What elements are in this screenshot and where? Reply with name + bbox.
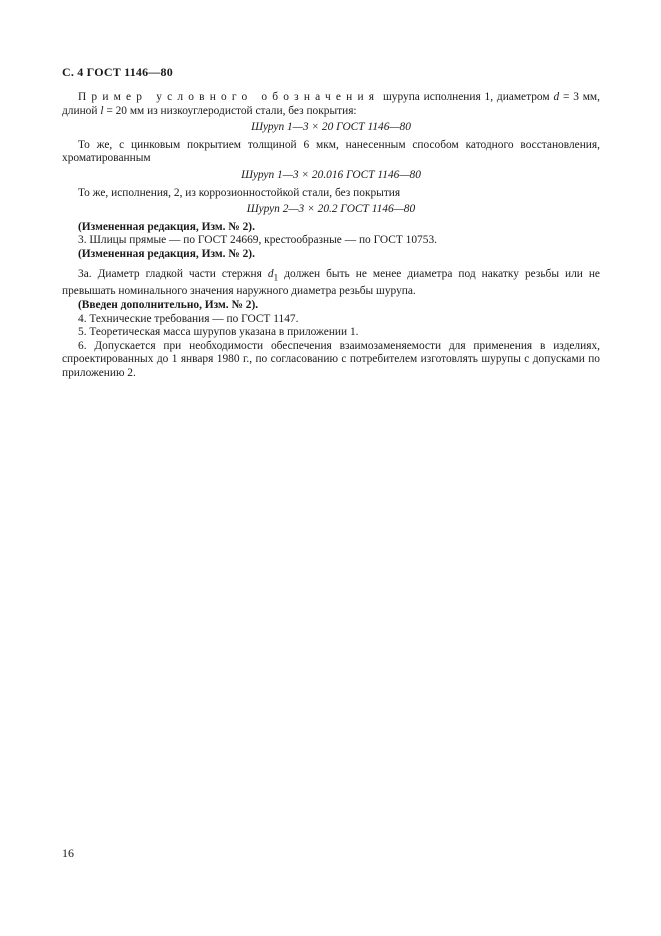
item-5: 5. Теоретическая масса шурупов указана в приложении 1.: [78, 326, 359, 339]
item-3: 3. Шлицы прямые — по ГОСТ 24669, крестообразные — по ГОСТ 10753.: [78, 234, 437, 247]
item-6: 6. Допускается при необходимости обеспечения взаимозаменяемости для применения в изделиях, спроектированных до 1 января 1980 г., по согласованию с потребителем изготовлять шурупы с допусками по приложению 2.: [62, 339, 600, 379]
item-3a: 3а. Диаметр гладкой части стержня $d_1$ должен быть не менее диаметра под накатку резьбы или не превышать номинального значения наружного диаметра резьбы шурупа.: [62, 267, 600, 298]
page-header: С. 4 ГОСТ 1146—80: [62, 65, 173, 79]
revision-note-1: (Измененная редакция, Изм. № 2).: [78, 220, 255, 233]
item-4: 4. Технические требования — по ГОСТ 1147.: [78, 312, 299, 325]
designation-formula-2: Шуруп 1—3 × 20.016 ГОСТ 1146—80: [241, 168, 421, 181]
spaced-heading: Пример условного обозначения: [78, 91, 380, 103]
designation-example-paragraph: Пример условного обозначения шурупа исполнения 1, диаметром d = 3 мм, длиной l = 20 мм из низкоуглеродистой стали, без покрытия:: [62, 91, 600, 117]
designation-formula-3: Шуруп 2—3 × 20.2 ГОСТ 1146—80: [246, 203, 416, 216]
corrosion-paragraph: То же, исполнения, 2, из коррозионностойкой стали, без покрытия: [78, 186, 401, 199]
document-body: [62, 91, 600, 381]
addition-note: (Введен дополнительно, Изм. № 2).: [78, 299, 259, 311]
zinc-coating-paragraph: То же, с цинковым покрытием толщиной 6 мкм, нанесенным способом катодного восстановления, хроматированным: [62, 138, 600, 165]
revision-note-2: (Измененная редакция, Изм. № 2).: [78, 247, 255, 260]
page-number: 16: [62, 846, 74, 860]
designation-formula-1: Шуруп 1—3 × 20 ГОСТ 1146—80: [251, 121, 411, 134]
